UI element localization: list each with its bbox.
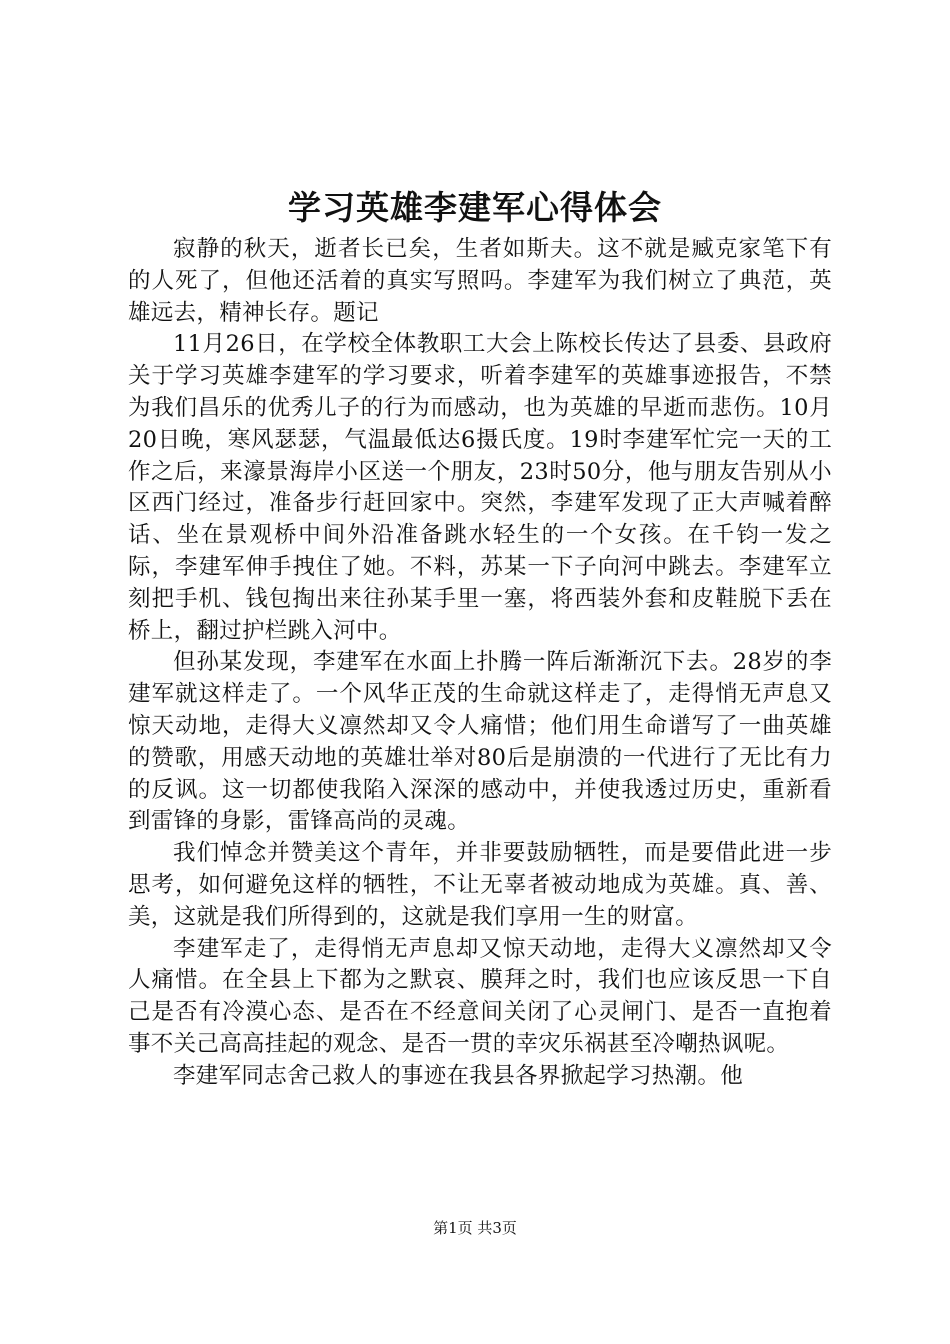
- document-body: [128, 234, 832, 1093]
- document-title: 学习英雄李建军心得体会: [288, 188, 662, 227]
- paragraph: 寂静的秋天，逝者长已矣，生者如斯夫。这不就是臧克家笔下有的人死了，但他还活着的真实写照吗。李建军为我们树立了典范，英雄远去，精神长存。题记: [128, 236, 832, 326]
- paragraph: 我们悼念并赞美这个青年，并非要鼓励牺牲，而是要借此进一步思考，如何避免这样的牺牲，不让无辜者被动地成为英雄。真、善、美，这就是我们所得到的，这就是我们享用一生的财富。: [128, 840, 832, 930]
- page-footer: 第1页 共3页: [433, 1219, 517, 1237]
- paragraph: 李建军同志舍己救人的事迹在我县各界掀起学习热潮。他: [173, 1062, 744, 1089]
- paragraph: 11月26日，在学校全体教职工大会上陈校长传达了县委、县政府关于学习英雄李建军的学习要求，听着李建军的英雄事迹报告，不禁为我们昌乐的优秀儿子的行为而感动，也为英雄的早逝而悲伤。10月20日晚，寒风瑟瑟，气温最低达6摄氏度。19时李建军忙完一天的工作之后，来濠景海岸小区送一个朋友，23时50分，他与朋友告别从小区西门经过，准备步行赶回家中。突然，李建军发现了正大声喊着醉话、坐在景观桥中间外沿准备跳水轻生的一个女孩。在千钧一发之际，李建军伸手拽住了她。不料，苏某一下子向河中跳去。李建军立刻把手机、钱包掏出来往孙某手里一塞，将西装外套和皮鞋脱下丢在桥上，翻过护栏跳入河中。: [128, 331, 832, 644]
- paragraph: 李建军走了，走得悄无声息却又惊天动地，走得大义凛然却又令人痛惜。在全县上下都为之默哀、膜拜之时，我们也应该反思一下自己是否有冷漠心态、是否在不经意间关闭了心灵闸门、是否一直抱着事不关己高高挂起的观念、是否一贯的幸灾乐祸甚至冷嘲热讽呢。: [128, 935, 832, 1057]
- paragraph: 但孙某发现，李建军在水面上扑腾一阵后渐渐沉下去。28岁的李建军就这样走了。一个风华正茂的生命就这样走了，走得悄无声息又惊天动地，走得大义凛然却又令人痛惜；他们用生命谱写了一曲英雄的赞歌，用感天动地的英雄壮举对80后是崩溃的一代进行了无比有力的反讽。这一切都使我陷入深深的感动中，并使我透过历史，重新看到雷锋的身影，雷锋高尚的灵魂。: [128, 649, 832, 835]
